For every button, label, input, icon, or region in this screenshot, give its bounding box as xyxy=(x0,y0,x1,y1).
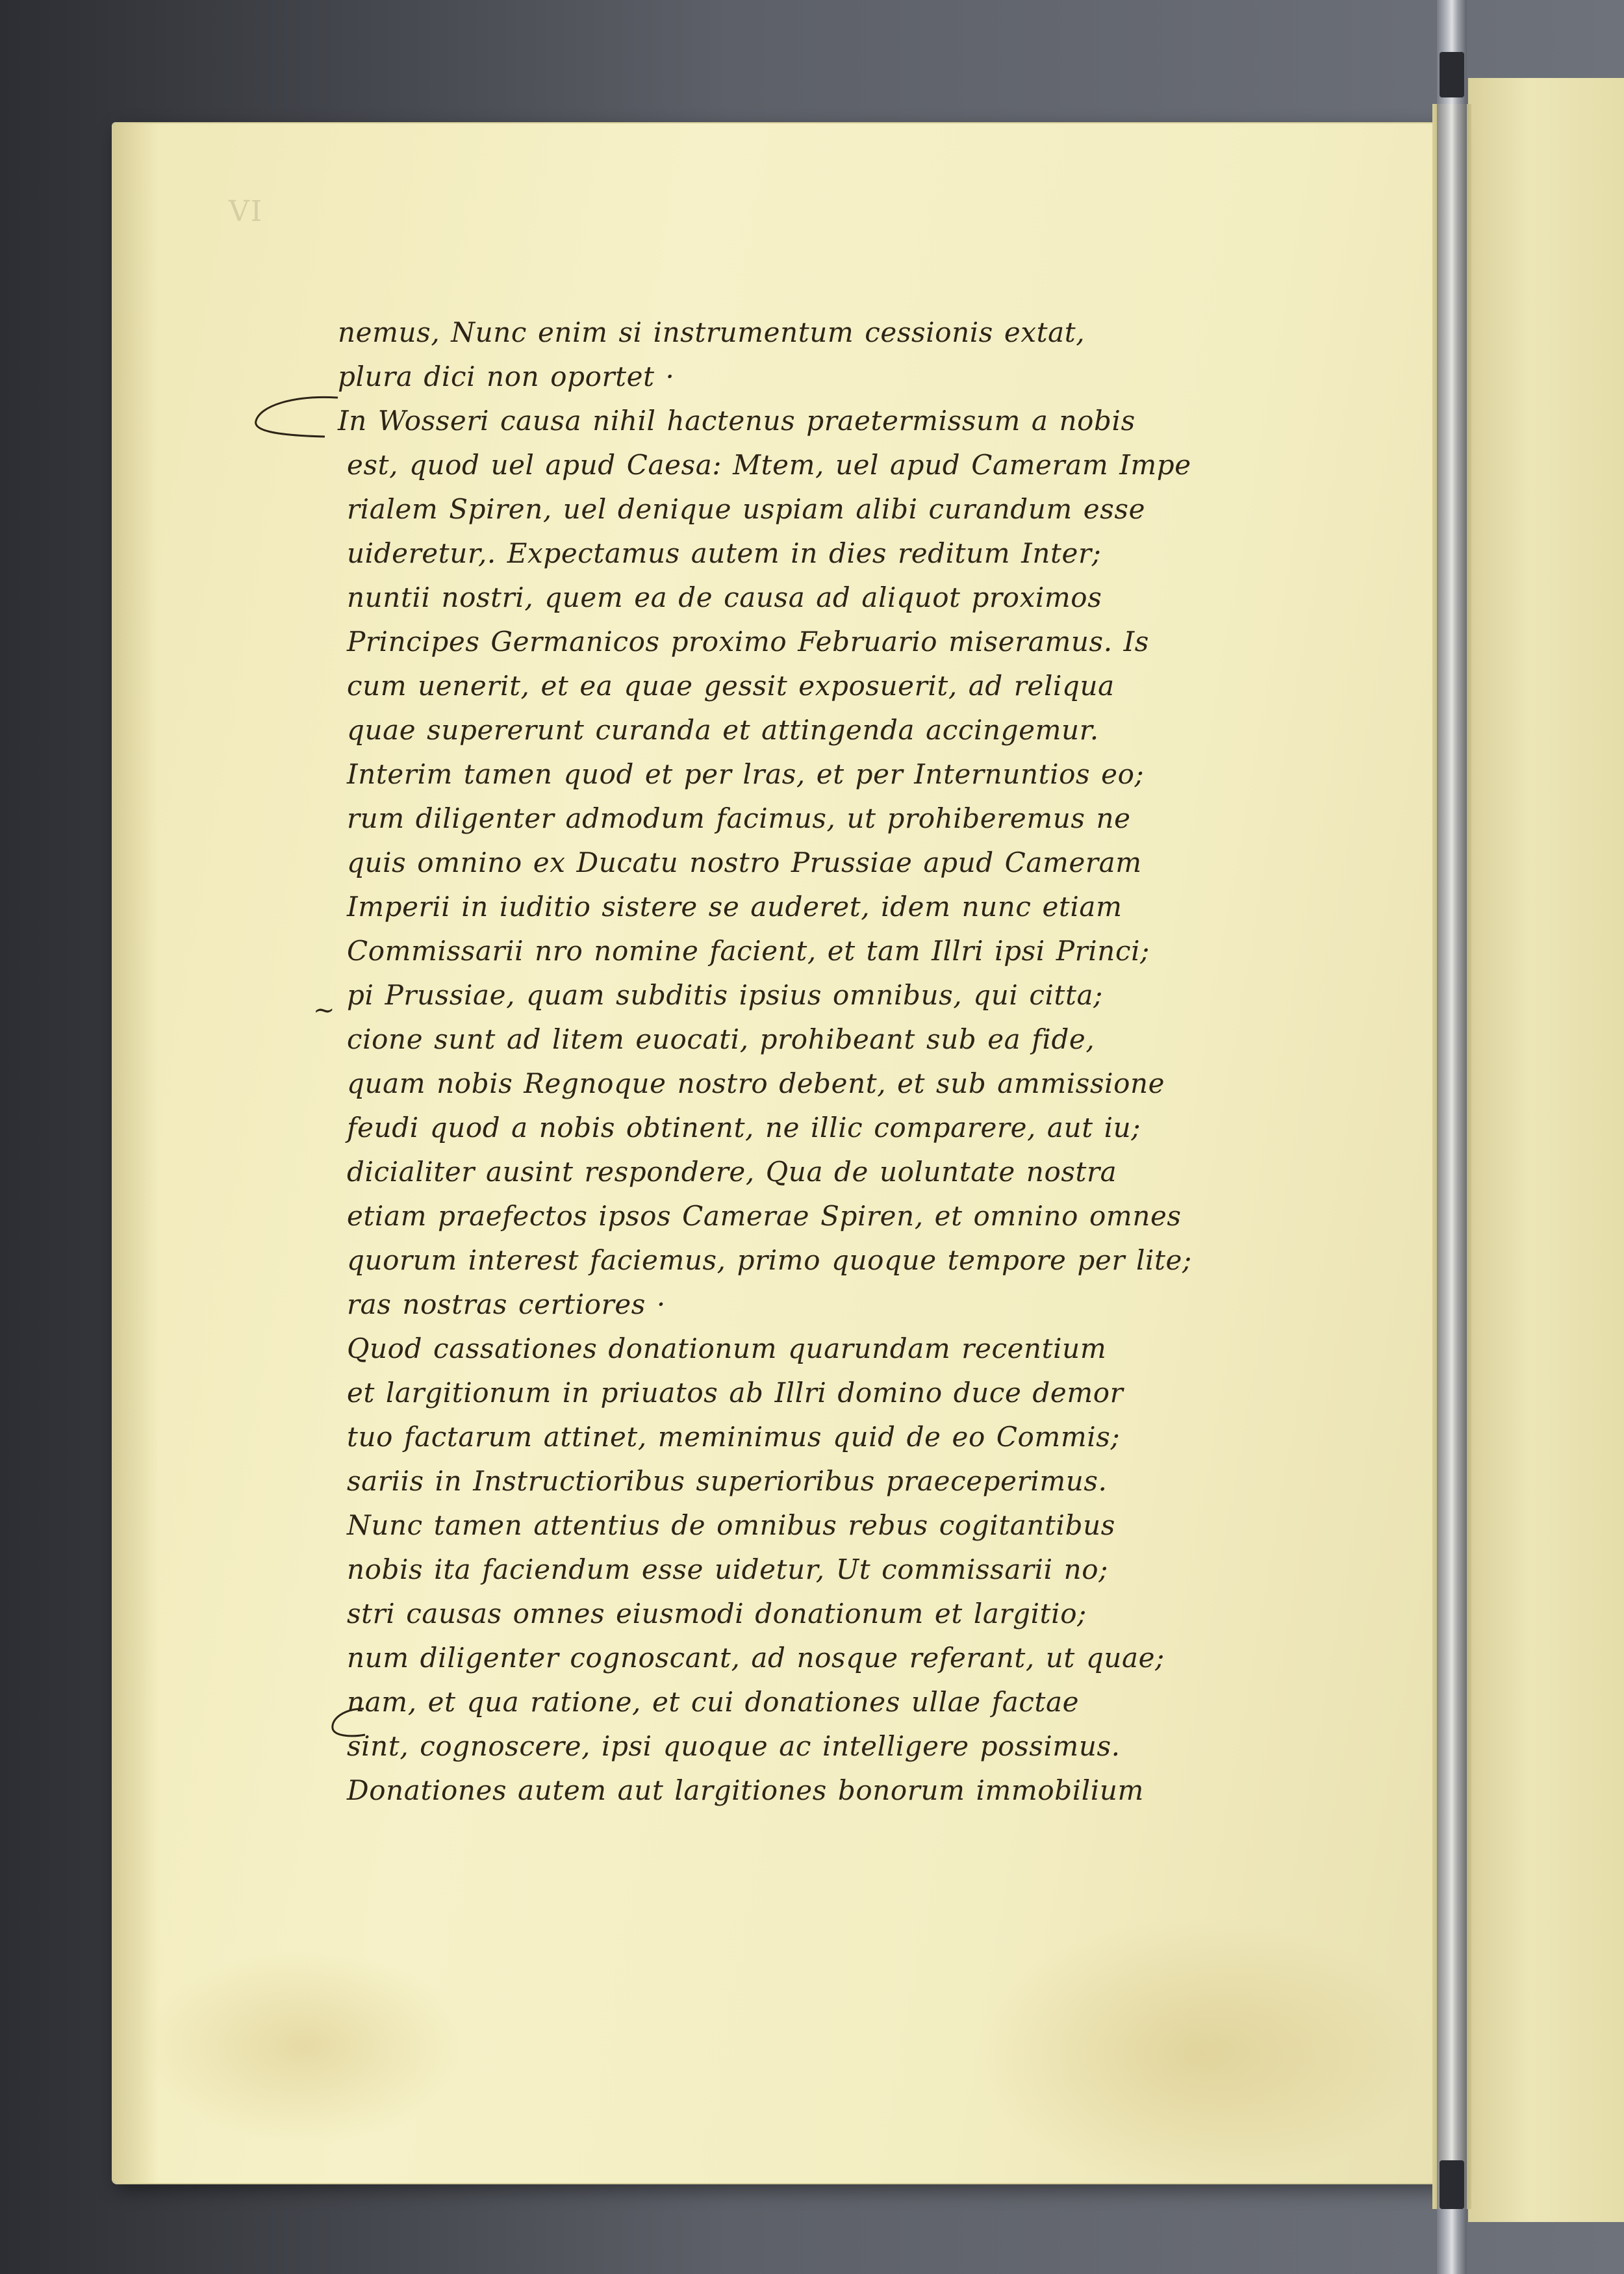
text-line: Quod cassationes donationum quarundam recentium xyxy=(347,1333,1107,1364)
text-line: nemus, Nunc enim si instrumentum cessionis extat, xyxy=(338,316,1085,348)
text-line: dicialiter ausint respondere, Qua de uoluntate nostra xyxy=(347,1156,1117,1188)
text-line: Principes Germanicos proximo Februario miseramus. Is xyxy=(347,626,1149,658)
text-line: Imperii in iuditio sistere se auderet, idem nunc etiam xyxy=(347,891,1123,923)
text-line: etiam praefectos ipsos Camerae Spiren, et omnino omnes xyxy=(347,1200,1182,1232)
margin-dash: ~ xyxy=(313,995,335,1025)
page-left-edge xyxy=(113,123,159,2183)
paragraph-bracket-icon xyxy=(247,390,344,448)
text-line: Commissarii nro nomine facient, et tam Illri ipsi Princi; xyxy=(347,935,1150,967)
text-line: et largitionum in priuatos ab Illri domino duce demor xyxy=(347,1377,1124,1409)
text-line: quis omnino ex Ducatu nostro Prussiae apud Cameram xyxy=(347,847,1142,878)
text-line: stri causas omnes eiusmodi donationum et largitio; xyxy=(347,1598,1087,1629)
text-line: nuntii nostri, quem ea de causa ad aliquot proximos xyxy=(347,581,1102,613)
text-line: cione sunt ad litem euocati, prohibeant sub ea fide, xyxy=(347,1023,1095,1055)
manuscript-text xyxy=(338,311,1260,1813)
text-line: quae supererunt curanda et attingenda accingemur. xyxy=(347,714,1099,746)
text-line: est, quod uel apud Caesa: Mtem, uel apud Cameram Impe xyxy=(347,449,1191,481)
text-line: Interim tamen quod et per lras, et per Internuntios eo; xyxy=(347,758,1145,790)
text-line: rum diligenter admodum facimus, ut prohiberemus ne xyxy=(347,802,1131,834)
text-line: pi Prussiae, quam subditis ipsius omnibus, qui citta; xyxy=(347,979,1103,1011)
text-line: feudi quod a nobis obtinent, ne illic comparere, aut iu; xyxy=(347,1112,1141,1143)
text-line: sint, cognoscere, ipsi quoque ac intelligere possimus. xyxy=(347,1730,1121,1762)
folio-number: VI xyxy=(229,195,264,228)
text-line: plura dici non oportet · xyxy=(338,361,675,392)
rod-clip-bottom xyxy=(1440,2160,1464,2209)
text-line: Nunc tamen attentius de omnibus rebus cogitantibus xyxy=(347,1509,1115,1541)
text-line: quorum interest faciemus, primo quoque tempore per lite; xyxy=(347,1244,1192,1276)
text-line: num diligenter cognoscant, ad nosque referant, ut quae; xyxy=(347,1642,1165,1674)
text-line: rialem Spiren, uel denique uspiam alibi curandum esse xyxy=(347,493,1146,525)
text-line: nobis ita faciendum esse uidetur, Ut commissarii no; xyxy=(347,1553,1108,1585)
water-stain xyxy=(143,1949,468,2144)
text-line: sariis in Instructioribus superioribus praeceperimus. xyxy=(347,1465,1108,1497)
text-line: quam nobis Regnoque nostro debent, et sub ammissione xyxy=(347,1067,1165,1099)
page-holder-rod xyxy=(1437,0,1467,2274)
water-stain xyxy=(974,1917,1429,2190)
text-line: ras nostras certiores · xyxy=(347,1288,666,1320)
text-line: nam, et qua ratione, et cui donationes ullae factae xyxy=(347,1686,1080,1718)
text-line: Donationes autem aut largitiones bonorum immobilium xyxy=(347,1774,1144,1806)
text-line: tuo factarum attinet, meminimus quid de eo Commis; xyxy=(347,1421,1121,1453)
rod-clip-top xyxy=(1440,52,1464,97)
text-line: cum uenerit, et ea quae gessit exposuerit, ad reliqua xyxy=(347,670,1115,702)
text-line: uideretur,. Expectamus autem in dies reditum Inter; xyxy=(347,537,1102,569)
text-line: In Wosseri causa nihil hactenus praetermissum a nobis xyxy=(338,405,1136,437)
facing-page xyxy=(1468,78,1624,2222)
